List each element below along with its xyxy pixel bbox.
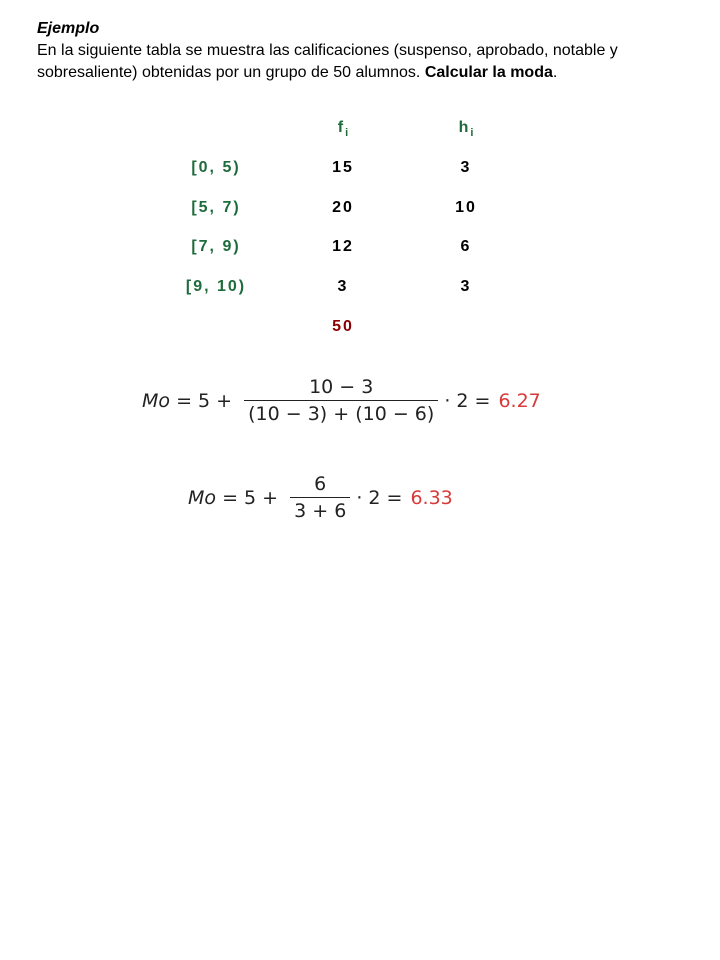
formula-fraction — [244, 376, 438, 425]
example-period: . — [552, 64, 558, 81]
fi-cell: 20 — [332, 199, 354, 216]
header-hi: $h_i$ — [458, 119, 474, 140]
hi-cell: 10 — [455, 199, 477, 216]
fi-cell: 12 — [332, 238, 354, 255]
formula-denominator: 3 + 6 — [290, 497, 350, 522]
example-instruction: Calcular la moda — [424, 64, 553, 81]
formula-lhs: Mo — [188, 486, 217, 509]
header-fi: $f_i$ — [337, 119, 349, 140]
formula-suffix: · 2 = — [444, 389, 491, 412]
formula-prefix: = 5 + — [170, 389, 239, 412]
fi-cell: 15 — [332, 159, 354, 176]
frequency-table — [0, 0, 720, 360]
formula-lhs: Mo — [142, 389, 171, 412]
hi-cell: 3 — [460, 278, 472, 295]
interval-cell: [5, 7) — [191, 199, 241, 216]
formula-suffix: · 2 = — [356, 486, 403, 509]
example-text: En la siguiente tabla se muestra las calificaciones (suspenso, aprobado, notable y sobresaliente) obtenidas por un grupo de 50 alumnos. — [37, 42, 618, 81]
formula-denominator: (10 − 3) + (10 − 6) — [244, 400, 438, 425]
mode-formula-simplified — [188, 473, 453, 522]
formula-result: 6.27 — [498, 389, 541, 412]
mode-formula-expanded — [142, 376, 541, 425]
formula-fraction — [290, 473, 350, 522]
hi-cell: 3 — [460, 159, 472, 176]
total-cell: 50 — [332, 318, 354, 335]
formula-numerator: 10 − 3 — [309, 376, 374, 398]
formula-numerator: 6 — [314, 473, 327, 495]
hi-cell: 6 — [460, 238, 472, 255]
fi-cell: 3 — [337, 278, 349, 295]
formula-prefix: = 5 + — [216, 486, 285, 509]
interval-cell: [9, 10) — [185, 278, 247, 295]
interval-cell: [0, 5) — [191, 159, 241, 176]
interval-cell: [7, 9) — [191, 238, 241, 255]
example-title: Ejemplo — [37, 20, 100, 37]
formula-result: 6.33 — [410, 486, 453, 509]
